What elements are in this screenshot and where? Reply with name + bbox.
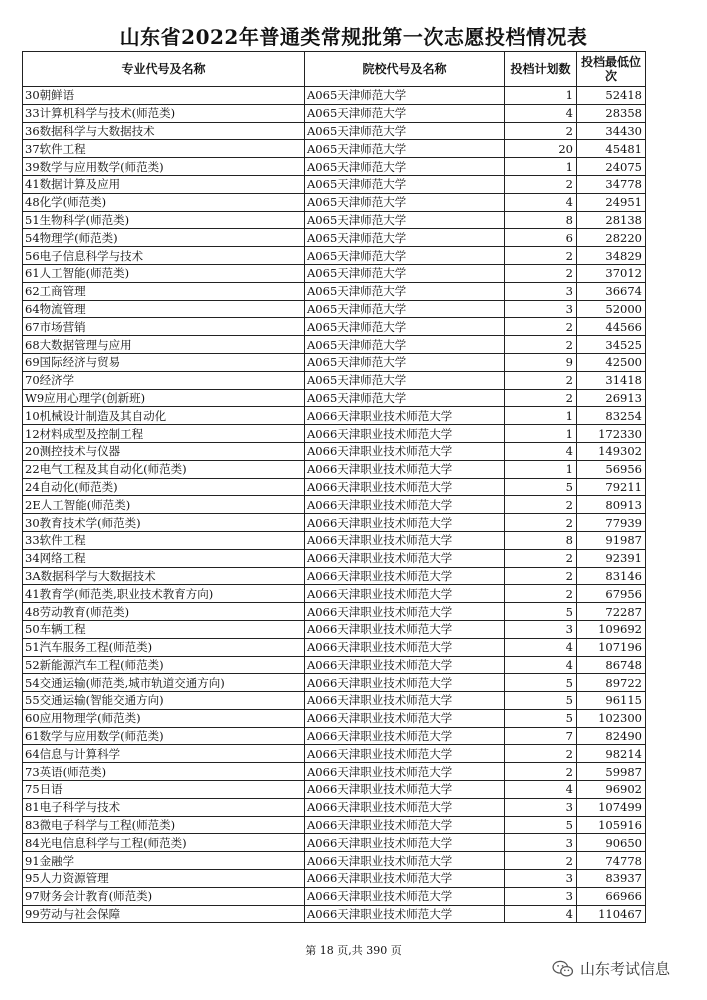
cell-major: 64物流管理 <box>23 300 305 318</box>
table-row <box>23 852 646 870</box>
cell-major: 99劳动与社会保障 <box>23 905 305 923</box>
cell-major: 55交通运输(智能交通方向) <box>23 692 305 710</box>
cell-major: 34网络工程 <box>23 549 305 567</box>
cell-min-rank: 56956 <box>577 460 646 478</box>
table-row <box>23 371 646 389</box>
cell-school: A066天津职业技术师范大学 <box>305 852 505 870</box>
table-row <box>23 318 646 336</box>
cell-school: A065天津师范大学 <box>305 229 505 247</box>
cell-school: A066天津职业技术师范大学 <box>305 496 505 514</box>
cell-plan: 2 <box>505 745 577 763</box>
cell-min-rank: 67956 <box>577 585 646 603</box>
cell-plan: 2 <box>505 549 577 567</box>
table-row <box>23 763 646 781</box>
watermark-text: 山东考试信息 <box>580 960 671 978</box>
cell-major: 62工商管理 <box>23 282 305 300</box>
cell-major: 24自动化(师范类) <box>23 478 305 496</box>
cell-school: A065天津师范大学 <box>305 193 505 211</box>
cell-major: 81电子科学与技术 <box>23 798 305 816</box>
cell-plan: 1 <box>505 407 577 425</box>
cell-plan: 2 <box>505 318 577 336</box>
header-school: 院校代号及名称 <box>305 52 505 87</box>
table-row <box>23 140 646 158</box>
cell-school: A065天津师范大学 <box>305 282 505 300</box>
cell-min-rank: 107499 <box>577 798 646 816</box>
cell-school: A065天津师范大学 <box>305 211 505 229</box>
cell-plan: 5 <box>505 692 577 710</box>
cell-plan: 7 <box>505 727 577 745</box>
cell-school: A066天津职业技术师范大学 <box>305 656 505 674</box>
cell-min-rank: 37012 <box>577 264 646 282</box>
table-row <box>23 336 646 354</box>
cell-plan: 1 <box>505 87 577 105</box>
table-row <box>23 247 646 265</box>
table-row <box>23 353 646 371</box>
cell-min-rank: 34829 <box>577 247 646 265</box>
cell-plan: 5 <box>505 816 577 834</box>
cell-major: 12材料成型及控制工程 <box>23 425 305 443</box>
table-row <box>23 442 646 460</box>
cell-major: 41数据计算及应用 <box>23 175 305 193</box>
cell-school: A066天津职业技术师范大学 <box>305 781 505 799</box>
table-row <box>23 531 646 549</box>
table-row <box>23 264 646 282</box>
cell-school: A065天津师范大学 <box>305 336 505 354</box>
cell-major: 69国际经济与贸易 <box>23 353 305 371</box>
cell-plan: 3 <box>505 798 577 816</box>
cell-major: 2E人工智能(师范类) <box>23 496 305 514</box>
cell-plan: 2 <box>505 371 577 389</box>
cell-school: A065天津师范大学 <box>305 318 505 336</box>
cell-plan: 3 <box>505 282 577 300</box>
cell-min-rank: 44566 <box>577 318 646 336</box>
table-row <box>23 834 646 852</box>
cell-plan: 2 <box>505 389 577 407</box>
cell-major: 10机械设计制造及其自动化 <box>23 407 305 425</box>
table-row <box>23 656 646 674</box>
cell-min-rank: 28220 <box>577 229 646 247</box>
table-row <box>23 229 646 247</box>
cell-plan: 8 <box>505 211 577 229</box>
cell-major: 61人工智能(师范类) <box>23 264 305 282</box>
table-row <box>23 638 646 656</box>
cell-school: A066天津职业技术师范大学 <box>305 674 505 692</box>
cell-school: A066天津职业技术师范大学 <box>305 514 505 532</box>
cell-major: 51生物科学(师范类) <box>23 211 305 229</box>
cell-min-rank: 77939 <box>577 514 646 532</box>
cell-min-rank: 107196 <box>577 638 646 656</box>
cell-major: 61数学与应用数学(师范类) <box>23 727 305 745</box>
cell-major: 56电子信息科学与技术 <box>23 247 305 265</box>
cell-plan: 3 <box>505 870 577 888</box>
table-row <box>23 514 646 532</box>
cell-min-rank: 149302 <box>577 442 646 460</box>
header-major: 专业代号及名称 <box>23 52 305 87</box>
cell-plan: 2 <box>505 264 577 282</box>
cell-school: A066天津职业技术师范大学 <box>305 870 505 888</box>
watermark <box>552 958 670 979</box>
cell-min-rank: 105916 <box>577 816 646 834</box>
cell-plan: 6 <box>505 229 577 247</box>
table-row <box>23 496 646 514</box>
cell-major: 54物理学(师范类) <box>23 229 305 247</box>
cell-plan: 2 <box>505 763 577 781</box>
cell-school: A066天津职业技术师范大学 <box>305 727 505 745</box>
cell-school: A066天津职业技术师范大学 <box>305 905 505 923</box>
cell-plan: 2 <box>505 496 577 514</box>
cell-plan: 1 <box>505 460 577 478</box>
table-row <box>23 674 646 692</box>
header-plan: 投档计划数 <box>505 52 577 87</box>
cell-min-rank: 98214 <box>577 745 646 763</box>
cell-school: A066天津职业技术师范大学 <box>305 585 505 603</box>
cell-school: A066天津职业技术师范大学 <box>305 692 505 710</box>
cell-school: A065天津师范大学 <box>305 104 505 122</box>
cell-school: A065天津师范大学 <box>305 158 505 176</box>
cell-major: 54交通运输(师范类,城市轨道交通方向) <box>23 674 305 692</box>
cell-min-rank: 34430 <box>577 122 646 140</box>
cell-school: A065天津师范大学 <box>305 389 505 407</box>
page-title: 山东省2022年普通类常规批第一次志愿投档情况表 <box>119 25 588 49</box>
table-row <box>23 193 646 211</box>
table-row <box>23 692 646 710</box>
table-row <box>23 104 646 122</box>
table-row <box>23 122 646 140</box>
cell-min-rank: 72287 <box>577 603 646 621</box>
cell-school: A065天津师范大学 <box>305 175 505 193</box>
table-row <box>23 603 646 621</box>
cell-min-rank: 86748 <box>577 656 646 674</box>
cell-major: 51汽车服务工程(师范类) <box>23 638 305 656</box>
cell-plan: 2 <box>505 567 577 585</box>
cell-min-rank: 66966 <box>577 887 646 905</box>
cell-major: 52新能源汽车工程(师范类) <box>23 656 305 674</box>
cell-plan: 3 <box>505 887 577 905</box>
cell-min-rank: 79211 <box>577 478 646 496</box>
cell-school: A066天津职业技术师范大学 <box>305 834 505 852</box>
cell-major: 22电气工程及其自动化(师范类) <box>23 460 305 478</box>
cell-min-rank: 74778 <box>577 852 646 870</box>
cell-min-rank: 90650 <box>577 834 646 852</box>
table-row <box>23 887 646 905</box>
table-row <box>23 460 646 478</box>
cell-plan: 20 <box>505 140 577 158</box>
cell-plan: 1 <box>505 158 577 176</box>
cell-school: A066天津职业技术师范大学 <box>305 478 505 496</box>
cell-major: 41教育学(师范类,职业技术教育方向) <box>23 585 305 603</box>
cell-major: 95人力资源管理 <box>23 870 305 888</box>
cell-plan: 4 <box>505 193 577 211</box>
cell-school: A065天津师范大学 <box>305 264 505 282</box>
table-row <box>23 158 646 176</box>
cell-school: A065天津师范大学 <box>305 140 505 158</box>
cell-plan: 4 <box>505 442 577 460</box>
cell-major: 39数学与应用数学(师范类) <box>23 158 305 176</box>
cell-plan: 3 <box>505 300 577 318</box>
cell-min-rank: 102300 <box>577 709 646 727</box>
cell-major: 48劳动教育(师范类) <box>23 603 305 621</box>
cell-min-rank: 82490 <box>577 727 646 745</box>
admission-table <box>22 51 646 923</box>
cell-plan: 4 <box>505 638 577 656</box>
cell-plan: 8 <box>505 531 577 549</box>
cell-school: A066天津职业技术师范大学 <box>305 442 505 460</box>
cell-min-rank: 91987 <box>577 531 646 549</box>
table-header-row <box>23 52 646 87</box>
wechat-icon <box>552 960 574 978</box>
cell-plan: 5 <box>505 603 577 621</box>
cell-major: 33计算机科学与技术(师范类) <box>23 104 305 122</box>
table-row <box>23 87 646 105</box>
cell-min-rank: 59987 <box>577 763 646 781</box>
cell-min-rank: 172330 <box>577 425 646 443</box>
cell-school: A065天津师范大学 <box>305 87 505 105</box>
cell-major: 84光电信息科学与工程(师范类) <box>23 834 305 852</box>
cell-major: 36数据科学与大数据技术 <box>23 122 305 140</box>
cell-min-rank: 83146 <box>577 567 646 585</box>
cell-school: A066天津职业技术师范大学 <box>305 709 505 727</box>
cell-min-rank: 96115 <box>577 692 646 710</box>
cell-major: 37软件工程 <box>23 140 305 158</box>
cell-major: 64信息与计算科学 <box>23 745 305 763</box>
cell-min-rank: 80913 <box>577 496 646 514</box>
cell-major: 33软件工程 <box>23 531 305 549</box>
table-row <box>23 798 646 816</box>
cell-plan: 5 <box>505 674 577 692</box>
table-row <box>23 211 646 229</box>
cell-major: W9应用心理学(创新班) <box>23 389 305 407</box>
cell-major: 67市场营销 <box>23 318 305 336</box>
table-row <box>23 620 646 638</box>
cell-plan: 2 <box>505 336 577 354</box>
table-body <box>23 87 646 923</box>
cell-plan: 5 <box>505 478 577 496</box>
cell-plan: 3 <box>505 834 577 852</box>
table-row <box>23 781 646 799</box>
cell-school: A066天津职业技术师范大学 <box>305 763 505 781</box>
cell-plan: 1 <box>505 425 577 443</box>
cell-major: 50车辆工程 <box>23 620 305 638</box>
cell-school: A066天津职业技术师范大学 <box>305 460 505 478</box>
cell-plan: 2 <box>505 122 577 140</box>
cell-plan: 4 <box>505 905 577 923</box>
table-row <box>23 905 646 923</box>
cell-school: A065天津师范大学 <box>305 371 505 389</box>
cell-school: A065天津师范大学 <box>305 247 505 265</box>
cell-min-rank: 26913 <box>577 389 646 407</box>
cell-min-rank: 28358 <box>577 104 646 122</box>
cell-major: 83微电子科学与工程(师范类) <box>23 816 305 834</box>
table-row <box>23 567 646 585</box>
cell-major: 30朝鲜语 <box>23 87 305 105</box>
cell-plan: 2 <box>505 247 577 265</box>
table-row <box>23 727 646 745</box>
cell-major: 75日语 <box>23 781 305 799</box>
cell-school: A066天津职业技术师范大学 <box>305 531 505 549</box>
table-row <box>23 175 646 193</box>
cell-plan: 2 <box>505 585 577 603</box>
cell-min-rank: 45481 <box>577 140 646 158</box>
table-row <box>23 407 646 425</box>
cell-min-rank: 34778 <box>577 175 646 193</box>
table-row <box>23 549 646 567</box>
table-row <box>23 709 646 727</box>
cell-min-rank: 83937 <box>577 870 646 888</box>
cell-school: A066天津职业技术师范大学 <box>305 816 505 834</box>
cell-major: 20测控技术与仪器 <box>23 442 305 460</box>
cell-school: A066天津职业技术师范大学 <box>305 603 505 621</box>
cell-min-rank: 36674 <box>577 282 646 300</box>
cell-plan: 4 <box>505 656 577 674</box>
cell-plan: 2 <box>505 175 577 193</box>
cell-plan: 2 <box>505 852 577 870</box>
cell-major: 68大数据管理与应用 <box>23 336 305 354</box>
cell-min-rank: 34525 <box>577 336 646 354</box>
cell-plan: 3 <box>505 620 577 638</box>
cell-min-rank: 92391 <box>577 549 646 567</box>
cell-major: 73英语(师范类) <box>23 763 305 781</box>
cell-min-rank: 28138 <box>577 211 646 229</box>
table-row <box>23 745 646 763</box>
cell-school: A066天津职业技术师范大学 <box>305 407 505 425</box>
table-row <box>23 425 646 443</box>
table-row <box>23 585 646 603</box>
cell-min-rank: 110467 <box>577 905 646 923</box>
cell-min-rank: 109692 <box>577 620 646 638</box>
cell-plan: 5 <box>505 709 577 727</box>
table-row <box>23 389 646 407</box>
cell-plan: 4 <box>505 104 577 122</box>
cell-plan: 2 <box>505 514 577 532</box>
cell-school: A065天津师范大学 <box>305 353 505 371</box>
table-row <box>23 478 646 496</box>
cell-major: 70经济学 <box>23 371 305 389</box>
cell-plan: 9 <box>505 353 577 371</box>
cell-min-rank: 24075 <box>577 158 646 176</box>
cell-min-rank: 24951 <box>577 193 646 211</box>
cell-school: A066天津职业技术师范大学 <box>305 620 505 638</box>
cell-school: A066天津职业技术师范大学 <box>305 567 505 585</box>
cell-min-rank: 89722 <box>577 674 646 692</box>
cell-school: A066天津职业技术师范大学 <box>305 745 505 763</box>
cell-min-rank: 96902 <box>577 781 646 799</box>
cell-school: A066天津职业技术师范大学 <box>305 798 505 816</box>
cell-plan: 4 <box>505 781 577 799</box>
cell-major: 91金融学 <box>23 852 305 870</box>
cell-min-rank: 52000 <box>577 300 646 318</box>
cell-major: 48化学(师范类) <box>23 193 305 211</box>
cell-major: 97财务会计教育(师范类) <box>23 887 305 905</box>
cell-school: A066天津职业技术师范大学 <box>305 638 505 656</box>
header-min-rank: 投档最低位次 <box>577 52 646 87</box>
cell-min-rank: 31418 <box>577 371 646 389</box>
cell-min-rank: 52418 <box>577 87 646 105</box>
cell-min-rank: 83254 <box>577 407 646 425</box>
table-row <box>23 282 646 300</box>
cell-school: A066天津职业技术师范大学 <box>305 425 505 443</box>
table-row <box>23 870 646 888</box>
cell-min-rank: 42500 <box>577 353 646 371</box>
cell-school: A066天津职业技术师范大学 <box>305 549 505 567</box>
cell-school: A065天津师范大学 <box>305 122 505 140</box>
cell-school: A066天津职业技术师范大学 <box>305 887 505 905</box>
table-row <box>23 300 646 318</box>
cell-major: 30教育技术学(师范类) <box>23 514 305 532</box>
cell-major: 60应用物理学(师范类) <box>23 709 305 727</box>
table-row <box>23 816 646 834</box>
cell-school: A065天津师范大学 <box>305 300 505 318</box>
page-footer: 第 18 页,共 390 页 <box>305 944 402 957</box>
cell-major: 3A数据科学与大数据技术 <box>23 567 305 585</box>
